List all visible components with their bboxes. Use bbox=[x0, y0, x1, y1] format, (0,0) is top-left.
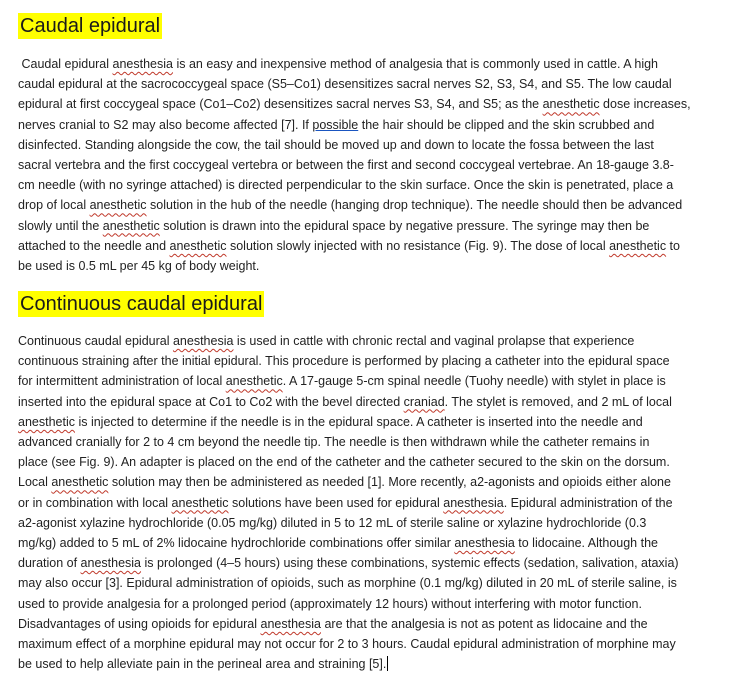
text-line: continuous straining after the initial epidural. This procedure is performed by placing a catheter into the epidural space bbox=[18, 354, 670, 369]
paragraph-caudal-epidural[interactable] bbox=[18, 54, 732, 276]
text-line: Continuous caudal epidural anesthesia is used in cattle with chronic rectal and vaginal prolapse that experience bbox=[18, 334, 635, 348]
heading-continuous-caudal-epidural: Continuous caudal epidural bbox=[20, 293, 263, 315]
spellcheck-flagged-word[interactable]: anesthetic bbox=[542, 97, 600, 112]
spellcheck-flagged-word[interactable]: anesthetic bbox=[169, 238, 227, 253]
text-cursor bbox=[387, 656, 388, 671]
spellcheck-flagged-word[interactable]: anesthesia bbox=[112, 57, 173, 71]
spellcheck-flagged-word[interactable]: anesthetic bbox=[171, 495, 229, 510]
text-line: epidural at first coccygeal space (Co1–Co2) desensitizes sacral nerves S3, S4, and S5; as the anesthetic dose increases, bbox=[18, 97, 691, 112]
text-line: place (see Fig. 9). An adapter is placed on the end of the catheter and the catheter secured to the skin on the dorsum. bbox=[18, 455, 670, 470]
spellcheck-flagged-word[interactable]: anesthesia bbox=[454, 536, 515, 551]
text-line: Caudal epidural anesthesia is an easy and inexpensive method of analgesia that is commonly used in cattle. A high bbox=[18, 57, 659, 71]
spellcheck-flagged-word[interactable]: anesthetic bbox=[18, 414, 75, 429]
text-line: nerves cranial to S2 may also become affected [7]. If possible the hair should be clipped and the skin scrubbed and bbox=[18, 117, 655, 132]
spellcheck-flagged-word[interactable]: anesthetic bbox=[102, 218, 160, 233]
spellcheck-flagged-word[interactable]: anesthesia bbox=[80, 556, 142, 571]
text-line: duration of anesthesia is prolonged (4–5 hours) using these combinations, systemic effects (sedation, salivation, ataxia) bbox=[18, 556, 679, 571]
text-line: be used is 0.5 mL per 45 kg of body weight. bbox=[18, 259, 260, 274]
text-line: mg/kg) added to 5 mL of 2% lidocaine hydrochloride combinations offer similar anesthesia to lidocaine. Although the bbox=[18, 536, 658, 551]
text-line: drop of local anesthetic solution in the hub of the needle (hanging drop technique). The needle should then be advanced bbox=[18, 198, 683, 213]
text-line: caudal epidural at the sacrococcygeal space (S5–Co1) desensitizes sacral nerves S2, S3, S4, and S5. The low caudal bbox=[18, 77, 672, 92]
text-line: slowly until the anesthetic solution is drawn into the epidural space by negative pressure. The syringe may then be bbox=[18, 218, 650, 233]
text-line: sacral vertebra and the first coccygeal vertebra or between the first and second coccygeal vertebrae. An 18-gauge 3.8- bbox=[18, 158, 674, 173]
text-line: used to provide analgesia for a prolonged period (approximately 12 hours) without interfering with motor function. bbox=[18, 596, 642, 611]
paragraph-continuous-caudal-epidural[interactable] bbox=[18, 331, 732, 674]
text-line: disinfected. Standing alongside the cow, the tail should be moved up and down to locate the fossa between the last bbox=[18, 137, 654, 152]
text-line: Disadvantages of using opioids for epidural anesthesia are that the analgesia is not as potent as lidocaine and the bbox=[18, 616, 648, 631]
text-line: inserted into the epidural space at Co1 to Co2 with the bevel directed craniad. The stylet is removed, and 2 mL of local bbox=[18, 394, 672, 409]
heading-caudal-epidural: Caudal epidural bbox=[20, 15, 161, 37]
spellcheck-flagged-word[interactable]: anesthetic bbox=[51, 475, 109, 490]
text-line: a2-agonist xylazine hydrochloride (0.05 mg/kg) diluted in 5 to 12 mL of sterile saline or xylazine hydrochloride (0.3 bbox=[18, 515, 647, 530]
text-line: may also occur [3]. Epidural administration of opioids, such as morphine (0.1 mg/kg) diluted in 20 mL of sterile saline, is bbox=[18, 576, 677, 591]
underlined-word[interactable]: possible bbox=[312, 117, 359, 132]
text-line: or in combination with local anesthetic solutions have been used for epidural anesthesia. Epidural administration of the bbox=[18, 495, 673, 510]
spellcheck-flagged-word[interactable]: craniad bbox=[403, 394, 445, 409]
text-line: be used to help alleviate pain in the perineal area and straining [5]. bbox=[18, 657, 387, 672]
text-line: attached to the needle and anesthetic solution slowly injected with no resistance (Fig. 9). The dose of local anesthetic to bbox=[18, 238, 680, 253]
spellcheck-flagged-word[interactable]: anesthetic bbox=[89, 198, 147, 213]
spellcheck-flagged-word[interactable]: anesthetic bbox=[225, 374, 283, 389]
text-line: Local anesthetic solution may then be administered as needed [1]. More recently, a2-agonists and opioids either alone bbox=[18, 475, 671, 490]
text-line: cm needle (with no syringe attached) is directed perpendicular to the skin surface. Once the skin is penetrated, place a bbox=[18, 178, 674, 193]
spellcheck-flagged-word[interactable]: anesthesia bbox=[260, 616, 321, 631]
text-line: maximum effect of a morphine epidural may not occur for 2 to 3 hours. Caudal epidural administration of morphine may bbox=[18, 637, 676, 652]
text-line: advanced cranially for 2 to 4 cm beyond the needle tip. The needle is then withdrawn while the catheter remains in bbox=[18, 435, 650, 450]
text-line: anesthetic is injected to determine if the needle is in the epidural space. A catheter is inserted into the needle and bbox=[18, 414, 643, 429]
spellcheck-flagged-word[interactable]: anesthetic bbox=[609, 238, 667, 253]
spellcheck-flagged-word[interactable]: anesthesia bbox=[172, 334, 234, 348]
text-line: for intermittent administration of local anesthetic. A 17-gauge 5-cm spinal needle (Tuohy needle) with stylet in place is bbox=[18, 374, 666, 389]
spellcheck-flagged-word[interactable]: anesthesia bbox=[443, 495, 504, 510]
